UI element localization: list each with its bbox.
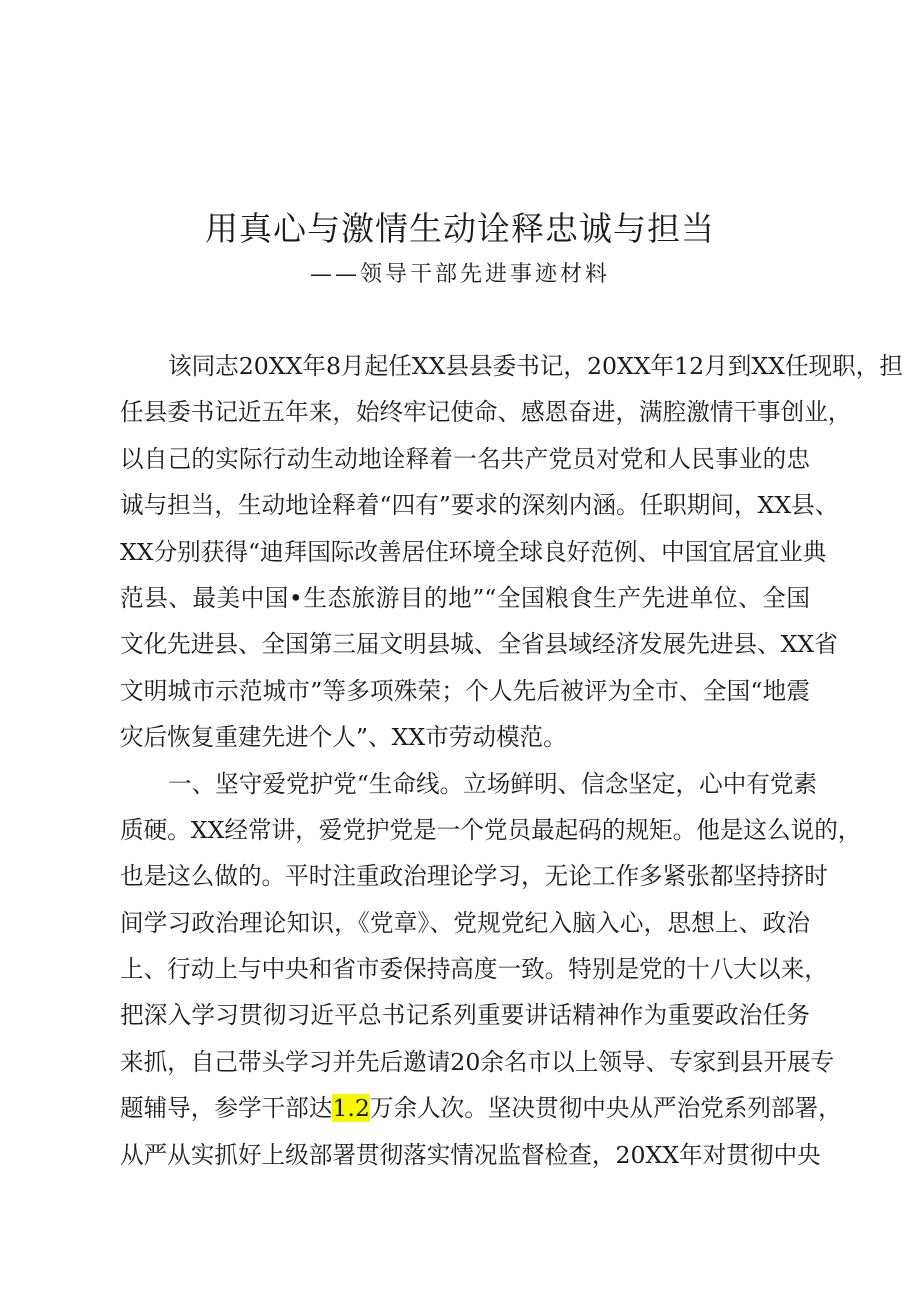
paragraph-line: 以自己的实际行动生动地诠释着一名共产党员对党和人民事业的忠 — [120, 444, 810, 473]
paragraph-line: 上、行动上与中央和省市委保持高度一致。特别是党的十八大以来， — [120, 955, 828, 984]
paragraph-line: 从严从实抓好上级部署贯彻落实情况监督检查，20XX年对贯彻中央 — [120, 1140, 821, 1169]
paragraph-line: 灾后恢复重建先进个人”、XX市劳动模范。 — [120, 723, 567, 752]
paragraph-line: XX分别获得“迪拜国际改善居住环境全球良好范例、中国宜居宜业典 — [120, 537, 827, 566]
paragraph-line-highlighted — [120, 1085, 842, 1131]
text-segment: 题辅导，参学干部达 — [120, 1094, 333, 1123]
document-title: 用真心与激情生动诠释忠诚与担当 — [205, 209, 715, 248]
paragraph-line: 质硬。XX经常讲，爱党护党是一个党员最起码的规矩。他是这么说的， — [120, 815, 862, 844]
document-subtitle: ——领导干部先进事迹材料 — [309, 262, 610, 287]
paragraph-line: 该同志20XX年8月起任XX县县委书记，20XX年12月到XX任现职，担 — [168, 352, 903, 380]
paragraph-line: 也是这么做的。平时注重政治理论学习，无论工作多紧张都坚持挤时 — [120, 862, 828, 891]
paragraph-line: 文明城市示范城市”等多项殊荣；个人先后被评为全市、全国“地震 — [120, 676, 810, 705]
paragraph-line: 间学习政治理论知识，《党章》、党规党纪入脑入心，思想上、政治 — [120, 908, 810, 937]
paragraph-line: 任县委书记近五年来，始终牢记使命、感恩奋进，满腔激情干事创业， — [120, 398, 852, 427]
highlighted-text: 1.2 — [332, 1094, 370, 1123]
document-body — [120, 343, 903, 1178]
paragraph-line: 一、坚守爱党护党“生命线。立场鲜明、信念坚定，心中有党素 — [168, 769, 818, 798]
paragraph-line: 范县、最美中国•生态旅游目的地”“全国粮食生产先进单位、全国 — [120, 583, 810, 612]
paragraph-line: 诚与担当，生动地诠释着“四有”要求的深刻内涵。任职期间，XX县、 — [120, 491, 839, 520]
paragraph-line: 来抓，自己带头学习并先后邀请20余名市以上领导、专家到县开展专 — [120, 1047, 835, 1076]
paragraph-line: 文化先进县、全国第三届文明县城、全省县域经济发展先进县、XX省 — [120, 630, 838, 659]
paragraph-line: 把深入学习贯彻习近平总书记系列重要讲话精神作为重要政治任务 — [120, 1001, 810, 1030]
text-segment: 万余人次。坚决贯彻中央从严治党系列部署， — [369, 1094, 842, 1123]
